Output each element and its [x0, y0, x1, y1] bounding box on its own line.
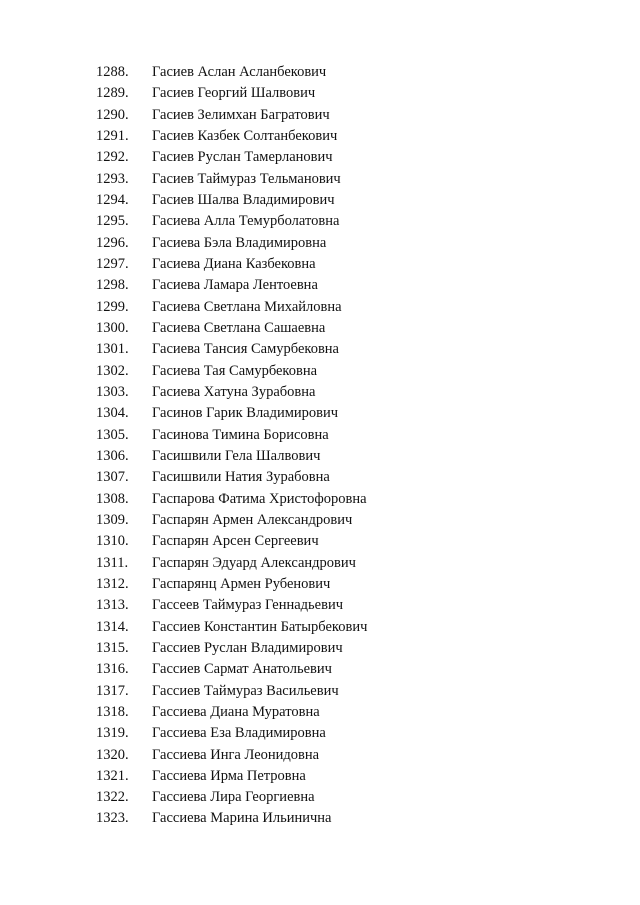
entry-number: 1290. [96, 106, 129, 123]
list-item [96, 725, 367, 746]
list-item [96, 747, 367, 768]
entry-name: Гаспарова Фатима Христофоровна [152, 490, 367, 507]
entry-number: 1302. [96, 362, 129, 379]
entry-name: Гассиева Ирма Петровна [152, 767, 306, 784]
entry-name: Гасишвили Гела Шалвович [152, 447, 321, 464]
entry-name: Гасиева Светлана Михайловна [152, 298, 342, 315]
list-item [96, 107, 367, 128]
entry-number: 1318. [96, 703, 129, 720]
list-item [96, 363, 367, 384]
entry-name: Гасиев Руслан Тамерланович [152, 149, 333, 166]
entry-name: Гаспарян Арсен Сергеевич [152, 533, 319, 550]
entry-number: 1312. [96, 575, 129, 592]
list-item [96, 533, 367, 554]
list-item [96, 405, 367, 426]
entry-number: 1303. [96, 383, 129, 400]
entry-name: Гасиева Ламара Лентоевна [152, 277, 318, 294]
entry-number: 1292. [96, 149, 129, 166]
entry-number: 1322. [96, 789, 129, 806]
entry-name: Гасиев Аслан Асланбекович [152, 64, 327, 80]
entry-name: Гасинова Тимина Борисовна [152, 426, 329, 443]
list-item [96, 320, 367, 341]
entry-number: 1323. [96, 810, 129, 827]
entry-name: Гасиева Тая Самурбековна [152, 362, 318, 379]
list-item [96, 192, 367, 213]
entry-number: 1299. [96, 298, 129, 315]
entry-number: 1320. [96, 746, 129, 763]
entry-number: 1288. [96, 64, 129, 80]
entry-number: 1295. [96, 213, 129, 230]
entry-name: Гасиев Таймураз Тельманович [152, 170, 341, 187]
entry-number: 1304. [96, 405, 129, 422]
entry-name: Гасиева Хатуна Зурабовна [152, 383, 316, 400]
entry-name: Гасиева Диана Казбековна [152, 255, 316, 272]
list-item [96, 789, 367, 810]
entry-number: 1307. [96, 469, 129, 486]
entry-name: Гасиева Тансия Самурбековна [152, 341, 339, 358]
list-item [96, 256, 367, 277]
entry-number: 1291. [96, 127, 129, 144]
entry-name: Гассиев Руслан Владимирович [152, 639, 343, 656]
entry-name: Гаспарян Армен Александрович [152, 511, 353, 528]
list-item [96, 768, 367, 789]
list-item [96, 384, 367, 405]
entry-name: Гасишвили Натия Зурабовна [152, 469, 330, 486]
entry-number: 1317. [96, 682, 129, 699]
entry-name: Гассиева Лира Георгиевна [152, 789, 315, 806]
entry-name: Гассиева Диана Муратовна [152, 703, 320, 720]
list-item [96, 512, 367, 533]
entry-name: Гассеев Таймураз Геннадьевич [152, 597, 343, 614]
list-item [96, 683, 367, 704]
entry-number: 1289. [96, 85, 129, 102]
entry-number: 1305. [96, 426, 129, 443]
entry-number: 1306. [96, 447, 129, 464]
entry-name: Гасинов Гарик Владимирович [152, 405, 339, 422]
entry-number: 1294. [96, 191, 129, 208]
entry-number: 1319. [96, 725, 129, 742]
list-item [96, 810, 367, 831]
entry-name: Гассиев Сармат Анатольевич [152, 661, 332, 678]
entry-name: Гаспарян Эдуард Александрович [152, 554, 356, 571]
entry-number: 1321. [96, 767, 129, 784]
list-item [96, 619, 367, 640]
entry-name: Гассиева Еза Владимировна [152, 725, 326, 742]
list-item [96, 469, 367, 490]
list-item [96, 277, 367, 298]
entry-name: Гасиев Зелимхан Багратович [152, 106, 330, 123]
list-item [96, 555, 367, 576]
list-item [96, 597, 367, 618]
list-item [96, 64, 367, 85]
entry-name: Гаспарянц Армен Рубенович [152, 575, 331, 592]
entry-number: 1316. [96, 661, 129, 678]
entry-number: 1308. [96, 490, 129, 507]
entry-name: Гассиева Инга Леонидовна [152, 746, 320, 763]
entry-name: Гасиева Светлана Сашаевна [152, 319, 326, 336]
entry-number: 1315. [96, 639, 129, 656]
list-item [96, 213, 367, 234]
list-item [96, 491, 367, 512]
entry-name: Гасиев Шалва Владимирович [152, 191, 335, 208]
entry-name: Гассиева Марина Ильинична [152, 810, 332, 827]
entry-number: 1311. [96, 554, 129, 571]
list-item [96, 341, 367, 362]
entry-number: 1300. [96, 319, 129, 336]
list-item [96, 235, 367, 256]
list-item [96, 427, 367, 448]
entry-number: 1298. [96, 277, 129, 294]
list-item [96, 149, 367, 170]
entry-name: Гасиева Бэла Владимировна [152, 234, 327, 251]
list-item [96, 640, 367, 661]
entry-number: 1301. [96, 341, 129, 358]
list-item [96, 448, 367, 469]
list-item [96, 299, 367, 320]
entry-number: 1297. [96, 255, 129, 272]
entry-name: Гассиев Константин Батырбекович [152, 618, 368, 635]
entry-name: Гасиев Казбек Солтанбекович [152, 127, 338, 144]
list-item [96, 85, 367, 106]
list-item [96, 661, 367, 682]
list-item [96, 576, 367, 597]
entry-name: Гасиева Алла Темурболатовна [152, 213, 340, 230]
list-item [96, 704, 367, 725]
list-item [96, 171, 367, 192]
name-list [96, 64, 367, 832]
entry-number: 1314. [96, 618, 129, 635]
entry-number: 1310. [96, 533, 129, 550]
entry-number: 1313. [96, 597, 129, 614]
entry-number: 1309. [96, 511, 129, 528]
list-item [96, 128, 367, 149]
entry-name: Гассиев Таймураз Васильевич [152, 682, 339, 699]
entry-number: 1293. [96, 170, 129, 187]
entry-number: 1296. [96, 234, 129, 251]
entry-name: Гасиев Георгий Шалвович [152, 85, 316, 102]
